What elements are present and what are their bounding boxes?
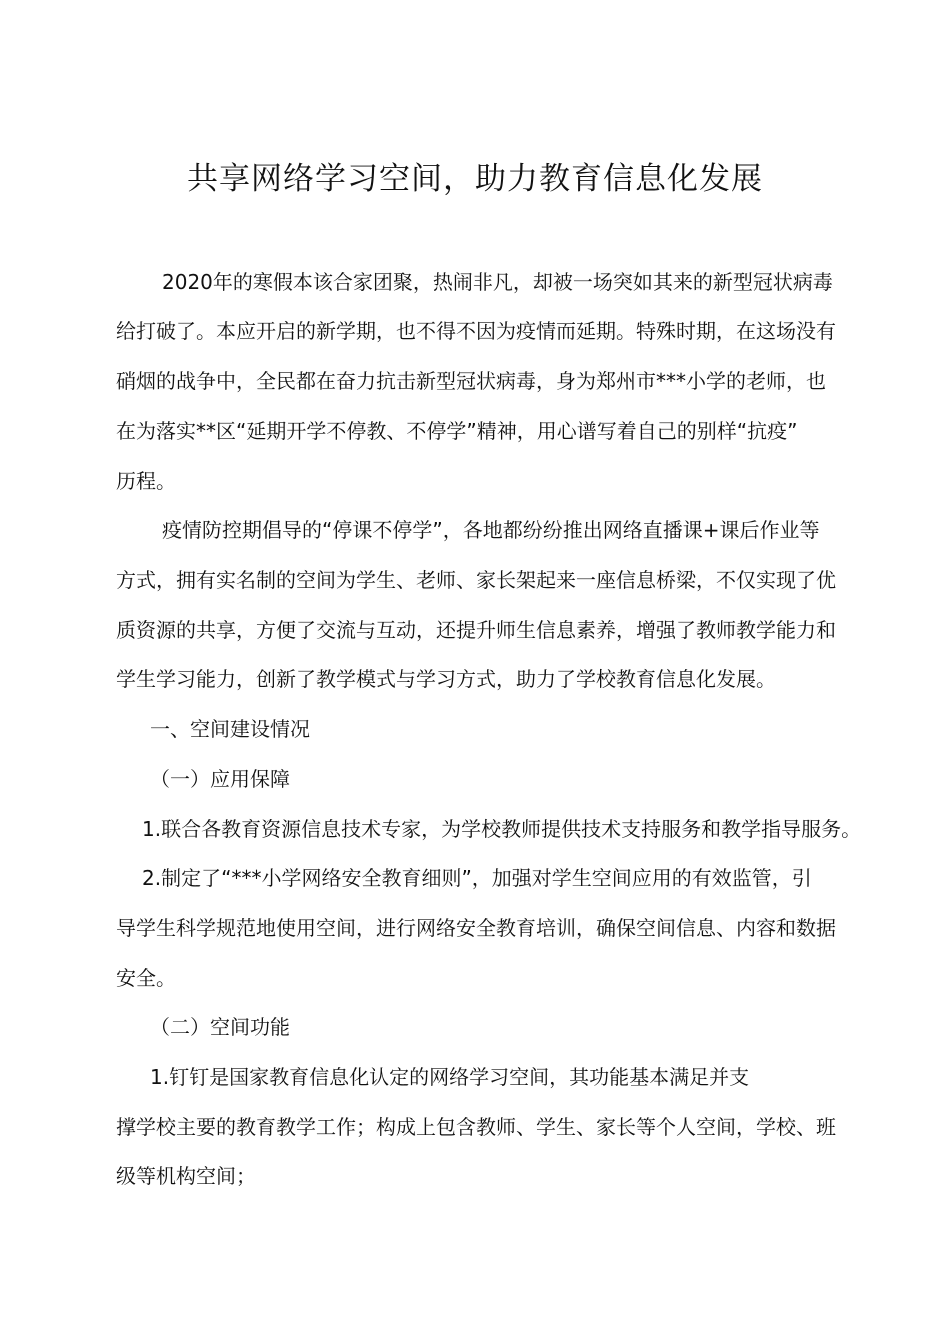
paragraph-2-line-3: 质资源的共享，方便了交流与互动，还提升师生信息素养，增强了教师教学能力和 [116, 618, 836, 642]
paragraph-1-line-1: 2020年的寒假本该合家团聚，热闹非凡，却被一场突如其来的新型冠状病毒 [162, 270, 833, 294]
paragraph-1-line-2: 给打破了。本应开启的新学期，也不得不因为疫情而延期。特殊时期，在这场没有 [116, 319, 836, 343]
item-3-line-3: 级等机构空间； [116, 1164, 256, 1188]
document-title: 共享网络学习空间，助力教育信息化发展 [187, 161, 763, 197]
paragraph-1-line-3: 硝烟的战争中，全民都在奋力抗击新型冠状病毒，身为郑州市***小学的老师，也 [116, 369, 826, 393]
item-1-line-1: 1.联合各教育资源信息技术专家，为学校教师提供技术支持服务和教学指导服务。 [142, 817, 862, 841]
section-heading-1: 一、空间建设情况 [150, 717, 310, 741]
paragraph-1-line-5: 历程。 [116, 469, 176, 493]
item-2-line-3: 安全。 [116, 966, 176, 990]
item-3-line-1: 1.钉钉是国家教育信息化认定的网络学习空间，其功能基本满足并支 [150, 1065, 750, 1089]
paragraph-2-line-1: 疫情防控期倡导的“停课不停学”，各地都纷纷推出网络直播课+课后作业等 [162, 518, 820, 542]
item-2-line-2: 导学生科学规范地使用空间，进行网络安全教育培训，确保空间信息、内容和数据 [116, 916, 836, 940]
paragraph-1-line-4: 在为落实**区“延期开学不停教、不停学”精神，用心谱写着自己的别样“抗疫” [116, 419, 798, 443]
paragraph-2-line-4: 学生学习能力，创新了教学模式与学习方式，助力了学校教育信息化发展。 [116, 667, 776, 691]
paragraph-2-line-2: 方式，拥有实名制的空间为学生、老师、家长架起来一座信息桥梁，不仅实现了优 [116, 568, 836, 592]
subsection-heading-2: （二）空间功能 [150, 1015, 290, 1039]
item-2-line-1: 2.制定了“***小学网络安全教育细则”，加强对学生空间应用的有效监管，引 [142, 866, 812, 890]
subsection-heading-1: （一）应用保障 [150, 767, 290, 791]
item-3-line-2: 撑学校主要的教育教学工作；构成上包含教师、学生、家长等个人空间，学校、班 [116, 1115, 836, 1139]
